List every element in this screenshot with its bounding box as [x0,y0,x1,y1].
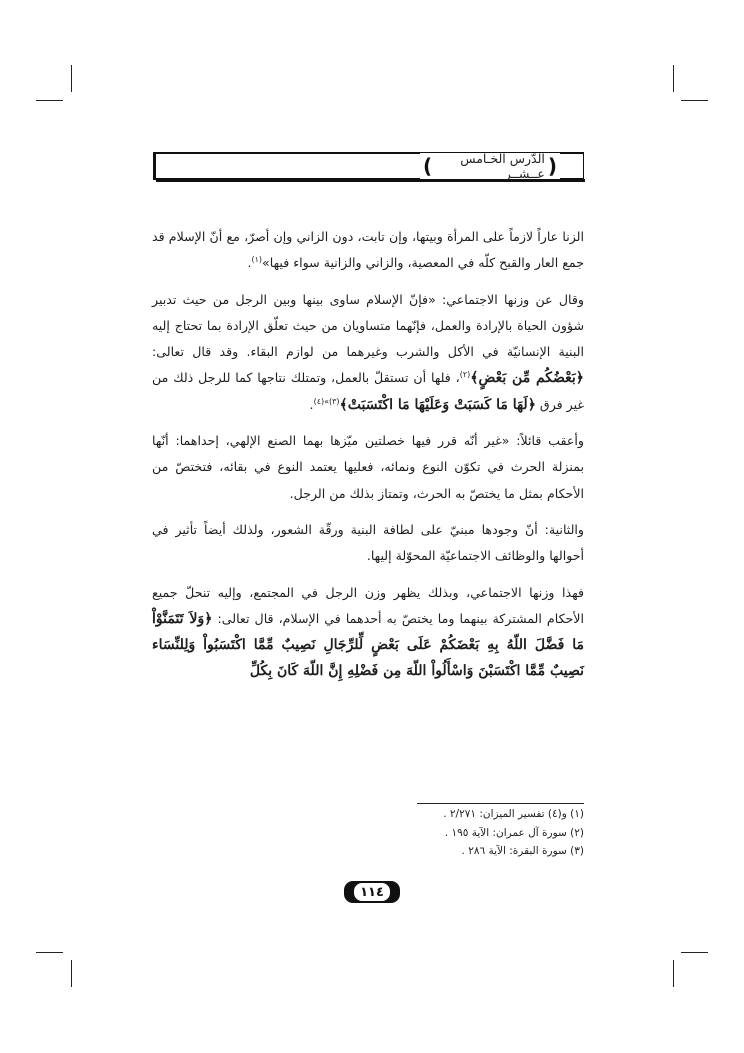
footnote-ref: (٣) [329,396,340,406]
header-bracket-left: ) [423,154,433,178]
running-header-title [420,153,560,179]
footnote-ref: (١) [251,255,263,265]
footnote: (٣) سورة البقرة: الآية ٢٨٦ . [461,845,584,857]
footnotes [300,805,584,861]
crop-mark [71,960,72,987]
footnote-separator [417,803,584,804]
crop-mark [71,65,72,92]
crop-mark [36,952,63,953]
footnote: (٢) سورة آل عمران: الآية ١٩٥ . [444,826,584,839]
main-text [152,224,584,695]
crop-mark [681,952,708,953]
paragraph: الزنا عاراً لازماً على المرأة وبيتها، وإن تابت، دون الزاني وإن أصرّ، مع أنّ الإسلام قد جمع العار والقبح كلّه في المعصية، والزاني والزانية سواء فيها»$^{(١)}$. [152,229,584,271]
page-number: ١١٤ [354,883,390,901]
paragraph: وقال عن وزنها الاجتماعي: «فإنّ الإسلام ساوى بينها وبين الرجل من حيث تدبير شؤون الحياة بالإرادة والعمل، فإنّهما متساويان من حيث تعلّق الإرادة بما تحتاج إليه البنية الإنسانيّة في الأكل والشرب وغيرهما من لوازم البقاء. وقد قال تعالى: ﴿بَعْضُكُم مِّن بَعْضٍ﴾$^{(٢)}$، فلها أن تستقلّ بالعمل، وتمتلك نتاجها كما للرجل ذلك من غير فرق ﴿لَهَا مَا كَسَبَتْ وَعَلَيْهَا مَا اكْتَسَبَتْ﴾$^{(٣)»(٤)}$. [152,291,584,413]
quran-quote: ﴿وَلاَ تَتَمَنَّوْاْ مَا فَضَّلَ اللّهُ بِهِ بَعْضَكُمْ عَلَى بَعْضٍ لِّلرِّجَالِ نَصِيبٌ مِّمَّا اكْتَسَبُواْ وَلِلنِّسَاء نَصِيبٌ مِّمَّا اكْتَسَبْنَ وَاسْأَلُواْ اللّهَ مِن فَضْلِهِ إِنَّ اللّهَ كَانَ بِكُلِّ [152,610,584,680]
quran-quote: ﴿بَعْضُكُم مِّن بَعْضٍ﴾ [470,370,584,387]
crop-mark [673,65,674,92]
page-number-badge [344,881,400,903]
lesson-title: الدّرس الخـامس عــشــر [460,151,545,181]
crop-mark [36,100,63,101]
quran-quote: ﴿لَهَا مَا كَسَبَتْ وَعَلَيْهَا مَا اكْتَسَبَتْ﴾ [339,396,536,413]
paragraph: فهذا وزنها الاجتماعي، وبذلك يظهر وزن الرجل في المجتمع، وإليه تنحلّ جميع الأحكام المشتركة بينهما وما يختصّ به أحدهما في الإسلام، قال تعالى: ﴿وَلاَ تَتَمَنَّوْاْ مَا فَضَّلَ اللّهُ بِهِ بَعْضَكُمْ عَلَى بَعْضٍ لِّلرِّجَالِ نَصِيبٌ مِّمَّا اكْتَسَبُواْ وَلِلنِّسَاء نَصِيبٌ مِّمَّا اكْتَسَبْنَ وَاسْأَلُواْ اللّهَ مِن فَضْلِهِ إِنَّ اللّهَ كَانَ بِكُلِّ [152,584,584,680]
footnote-ref: »(٤) [313,396,329,406]
paragraph: والثانية: أنّ وجودها مبنيّ على لطافة البنية ورقّة الشعور، ولذلك أيضاً تأثير في أحوالها والوظائف الاجتماعيّة المحوّلة إليها. [152,521,584,564]
footnote-ref: (٢) [459,370,471,380]
paragraph: وأعقب قائلاً: «غير أنّه قرر فيها خصلتين ميّزها بهما الصنع الإلهي، إحداهما: أنّها بمنزلة الحرث في تكوّن النوع ونمائه، فعليها يعتمد النوع في بقائه، فتختصّ من الأحكام بمثل ما يختصّ به الحرث، وتمتاز بذلك من الرجل. [152,433,584,501]
header-bracket-right: ( [547,154,557,178]
crop-mark [681,100,708,101]
footnote: (١) و(٤) تفسير الميزان: ٢/٢٧١ . [443,808,584,820]
crop-mark [673,960,674,987]
